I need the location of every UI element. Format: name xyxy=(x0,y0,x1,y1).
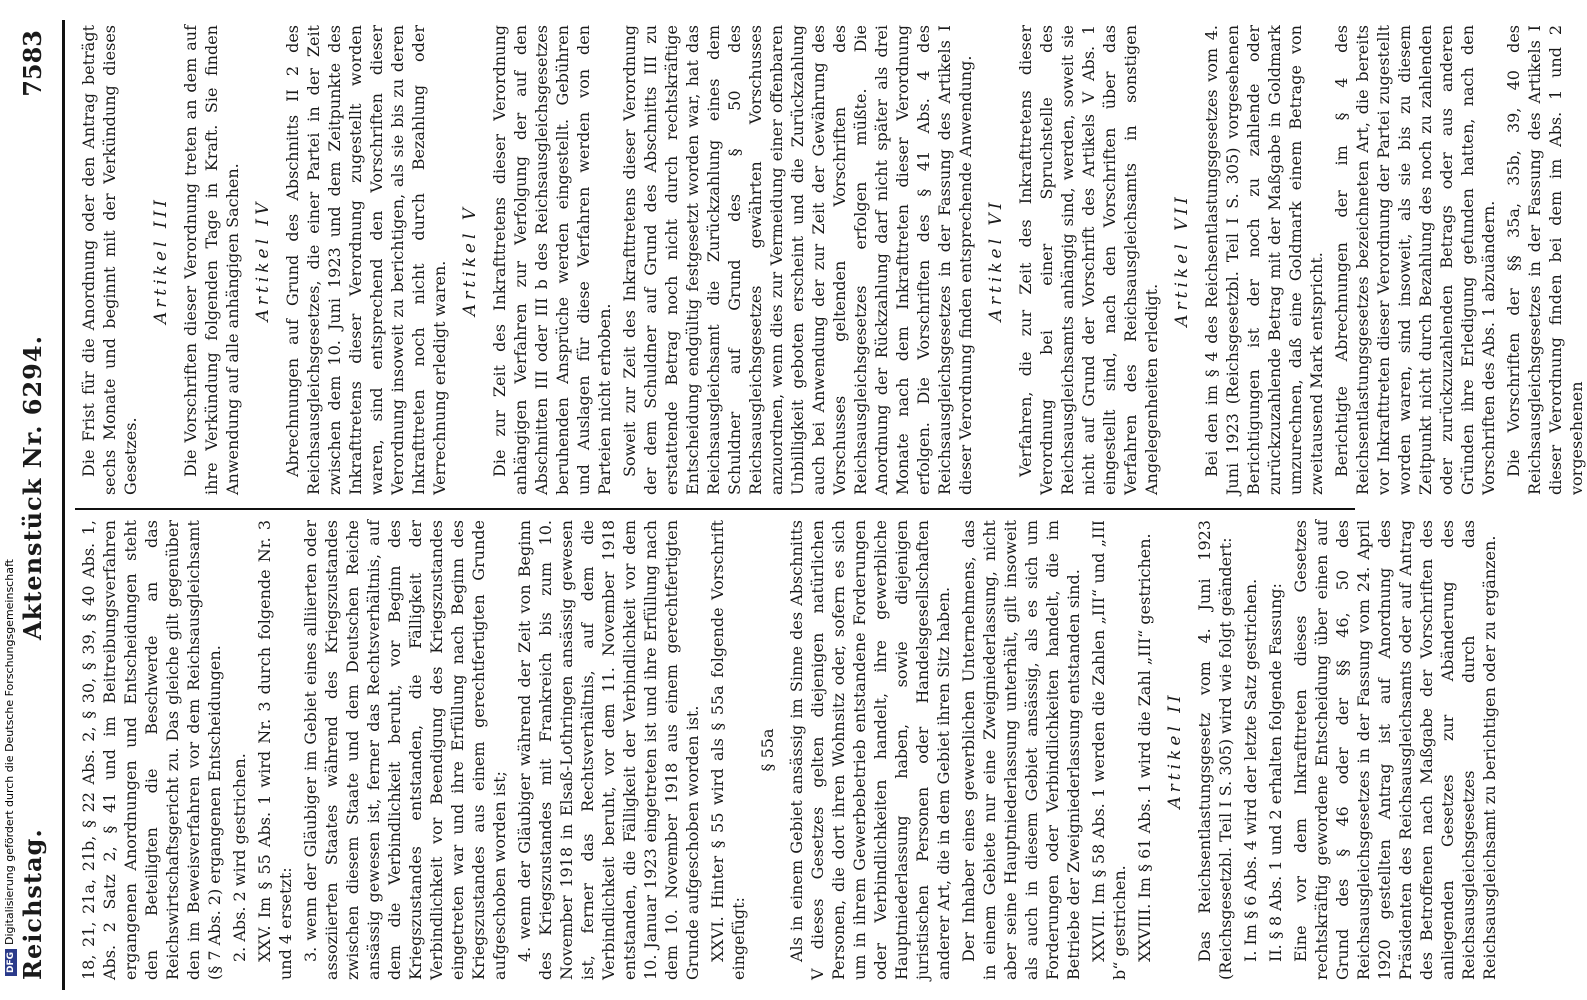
paragraph: 18, 21, 21a, 21b, § 22 Abs. 2, § 30, § 39, § 40 Abs. 1, Abs. 2 Satz 2, § 41 und im Beitreibungsverfahren ergangenen Anordnungen und Entscheidungen steht den Beteiligten die Beschwerde an das Reichswirtschaftsgericht zu. Das gleiche gilt gegenüber den im Beweisverfahren vor dem Reichsausgleichsamt (§ 7 Abs. 2) ergangenen Entscheidungen. xyxy=(79,520,224,980)
paragraph: Soweit zur Zeit des Inkrafttretens dieser Verordnung der dem Schuldner auf Grund des Abschnitts III zu erstattende Betrag noch nicht durch rechtskräftige Entscheidung endgültig festgesetzt worden war, hat das Reichsausgleichsamt die Zurückzahlung eines dem Schuldner auf Grund des § 50 des Reichsausgleichsgesetzes gewährten Vorschusses anzuordnen, wenn dies zur Vermeidung einer offenbaren Unbilligkeit geboten erscheint und die Zurückzahlung auch bei Anwendung der zur Zeit der Gewährung des Vorschusses geltenden Vorschriften des Reichsausgleichsgesetzes erfolgen müßte. Die Anordnung der Rückzahlung darf nicht später als drei Monate nach dem Inkrafttreten dieser Verordnung erfolgen. Die Vorschriften des § 41 Abs. 4 des Reichsausgleichsgesetzes in der Fassung des Artikels I dieser Verordnung finden entsprechende Anwendung. xyxy=(620,25,975,495)
paragraph: XXVIII. Im § 61 Abs. 1 wird die Zahl „III“ gestrichen. xyxy=(1135,533,1154,962)
paragraph: Das Reichsentlastungsgesetz vom 4. Juni 1923 (Reichsgesetzbl. Teil I S. 305) wird wie folgt geändert: xyxy=(1195,520,1235,980)
paragraph: XXV. Im § 55 Abs. 1 wird Nr. 3 durch folgende Nr. 3 und 4 ersetzt: xyxy=(255,520,295,980)
credit-text: Digitalisierung gefördert durch die Deutsche Forschungsgemeinschaft xyxy=(3,559,16,945)
article-heading: Artikel V xyxy=(460,203,480,317)
paragraph: Berichtigte Abrechnungen der im § 4 des Reichsentlastungsgesetzes bezeichneten Art, die bereits vor Inkrafttreten dieser Verordnung der Partei zugestellt worden waren, sind insoweit, als sie bis zu diesem Zeitpunkt nicht durch Bezahlung des noch zu zahlenden oder zurückzuzahlenden Betrags oder aus anderen Gründen ihre Erledigung gefunden hatten, nach den Vorschriften des Abs. 1 abzuändern. xyxy=(1332,25,1498,495)
dfg-logo: DFG xyxy=(5,949,17,976)
article-heading: Artikel III xyxy=(151,195,171,325)
paragraph: XXVII. Im § 58 Abs. 1 werden die Zahlen „III“ und „III b“ gestrichen. xyxy=(1089,520,1129,980)
paragraph: Der Inhaber eines gewerblichen Unternehmens, das in einem Gebiete nur eine Zweigniederlassung, nicht aber seine Hauptniederlassung unterhält, gilt insoweit als auch in diesem Gebiet ansässig, als es sich um Forderungen oder Verbindlichkeiten handelt, die im Betriebe der Zweigniederlassung entstanden sind. xyxy=(959,520,1083,980)
page-number: 7583 xyxy=(18,30,47,97)
article-heading: Artikel II xyxy=(1165,691,1185,809)
section-heading: § 55a xyxy=(758,728,777,772)
right-column xyxy=(78,25,1586,495)
header-center: Aktenstück Nr. 6294. xyxy=(18,335,47,640)
article-heading: Artikel VI xyxy=(986,198,1006,322)
article-heading: Artikel IV xyxy=(253,198,273,322)
paragraph: XXVI. Hinter § 55 wird als § 55a folgende Vorschrift eingefügt: xyxy=(708,520,748,980)
header-rule xyxy=(62,20,65,990)
paragraph: Die Vorschriften der §§ 35a, 35b, 39, 40 des Reichsausgleichsgesetzes in der Fassung des Artikels I dieser Verordnung finden bei dem im Abs. 1 und 2 vorgesehenen xyxy=(1504,25,1586,495)
paragraph: Die zur Zeit des Inkrafttretens dieser Verordnung anhängigen Verfahren zur Verfolgung der auf den Abschnitten III oder III b des Reichsausgleichsgesetzes beruhenden Ansprüche werden eingestellt. Gebühren und Auslagen für diese Verfahren werden von den Parteien nicht erhoben. xyxy=(490,25,614,495)
paragraph: I. Im § 6 Abs. 4 wird der letzte Satz gestrichen. xyxy=(1241,578,1260,962)
column-divider xyxy=(75,508,1355,510)
paragraph: Abrechnungen auf Grund des Abschnitts II 2 des Reichsausgleichsgesetzes, die einer Partei in der Zeit zwischen dem 10. Juni 1923 und dem Zeitpunkte des Inkrafttretens dieser Verordnung zugestellt worden waren, sind entsprechend den Vorschriften dieser Verordnung insoweit zu berichtigen, als sie bis zu deren Inkrafttreten noch nicht durch Bezahlung oder Verrechnung erledigt waren. xyxy=(283,25,449,495)
paragraph: 3. wenn der Gläubiger im Gebiet eines alliierten oder assoziierten Staates während des Kriegszustandes zwischen diesem Staate und dem Deutschen Reiche ansässig gewesen ist, ferner das Rechtsverhältnis, auf dem die Verbindlichkeit beruht, vor Beginn des Kriegszustandes entstanden, die Fälligkeit der Verbindlichkeit vor Beendigung des Kriegszustandes eingetreten war und ihre Erfüllung nach Beginn des Kriegszustandes aus einem gerechtfertigten Grunde aufgeschoben worden ist; xyxy=(301,520,509,980)
paragraph: 2. Abs. 2 wird gestrichen. xyxy=(230,753,249,962)
paragraph: Verfahren, die zur Zeit des Inkrafttretens dieser Verordnung bei einer Spruchstelle des Reichsausgleichsamts anhängig sind, werden, soweit sie nicht auf Grund der Vorschrift des Artikels V Abs. 1 eingestellt sind, nach den Vorschriften über das Verfahren des Reichsausgleichsamts in sonstigen Angelegenheiten erledigt. xyxy=(1016,25,1161,495)
page-header xyxy=(18,0,58,1000)
article-heading: Artikel VII xyxy=(1172,193,1192,327)
paragraph: Als in einem Gebiet ansässig im Sinne des Abschnitts V dieses Gesetzes gelten diejenigen natürlichen Personen, die dort ihren Wohnsitz oder, sofern es sich um in ihrem Gewerbebetrieb entstandene Forderungen oder Verbindlichkeiten handelt, ihre gewerbliche Hauptniederlassung haben, sowie diejenigen juristischen Personen oder Handelsgesellschaften anderer Art, die in dem Gebiet ihren Sitz haben. xyxy=(787,520,953,980)
paragraph: 4. wenn der Gläubiger während der Zeit von Beginn des Kriegszustandes mit Frankreich bis zum 10. November 1918 in Elsaß-Lothringen ansässig gewesen ist, ferner das Rechtsverhältnis, auf dem die Verbindlichkeit beruht, vor dem 11. November 1918 entstanden, die Fälligkeit der Verbindlichkeit vor dem 10. Januar 1923 eingetreten ist und ihre Erfüllung nach dem 10. November 1918 aus einem gerechtfertigten Grunde aufgeschoben worden ist. xyxy=(515,520,702,980)
paragraph: Die Vorschriften dieser Verordnung treten an dem auf ihre Verkündung folgenden Tage in Kraft. Sie finden Anwendung auf alle anhängigen Sachen. xyxy=(181,25,242,495)
header-left: Reichstag. xyxy=(18,828,47,980)
paragraph: Eine vor dem Inkrafttreten dieses Gesetzes rechtskräftig gewordene Entscheidung über einen auf Grund des § 46 oder der §§ 46, 50 des Reichsausgleichsgesetzes in der Fassung vom 24. April 1920 gestellten Antrag ist auf Anordnung des Präsidenten des Reichsausgleichsamts oder auf Antrag des Betroffenen nach Maßgabe der Vorschriften des anliegenden Gesetzes zur Abänderung des Reichsausgleichsgesetzes durch das Reichsausgleichsamt zu berichtigen oder zu ergänzen. xyxy=(1291,520,1499,980)
paragraph: Bei den im § 4 des Reichsentlastungsgesetzes vom 4. Juni 1923 (Reichsgesetzbl. Teil I S. 305) vorgesehenen Berichtigungen ist der noch zu zahlende oder zurückzuzahlende Betrag mit der Maßgabe in Goldmark umzurechnen, daß eine Goldmark einem Betrage von zweitausend Mark entspricht. xyxy=(1202,25,1326,495)
paragraph: Die Frist für die Anordnung oder den Antrag beträgt sechs Monate und beginnt mit der Verkündung dieses Gesetzes. xyxy=(79,25,140,495)
left-column xyxy=(78,520,1499,980)
paragraph: II. § 8 Abs. 1 und 2 erhalten folgende Fassung: xyxy=(1266,583,1285,962)
